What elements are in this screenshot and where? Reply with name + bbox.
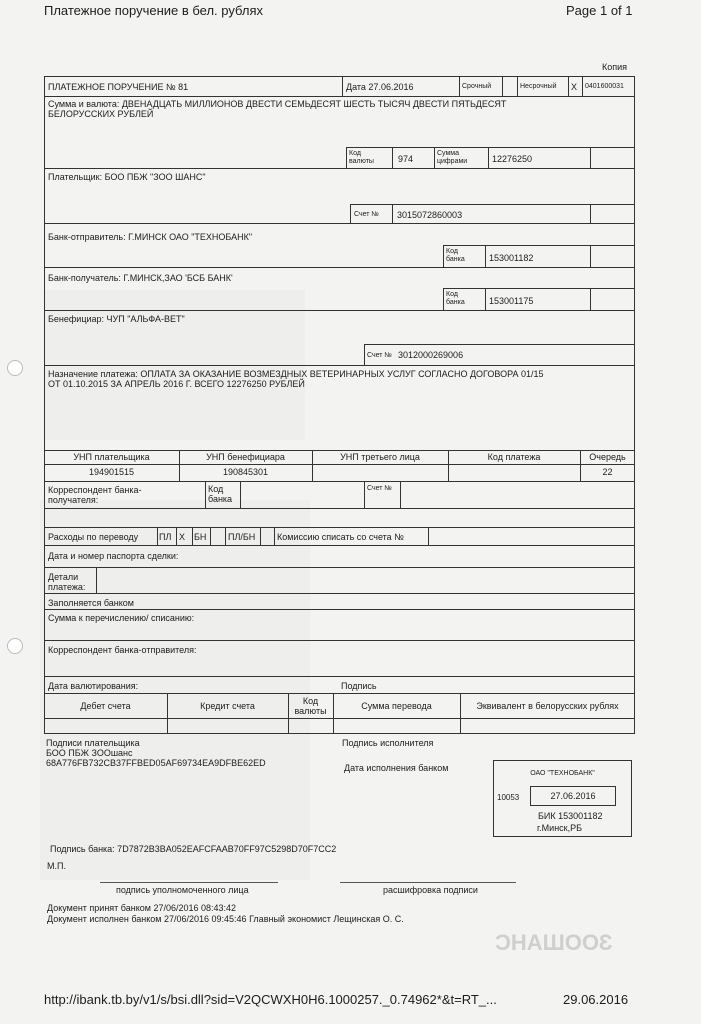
non-urgent-mark: X — [571, 82, 578, 92]
unp-payer-label: УНП плательщика — [73, 452, 150, 462]
authorized-signature-label: подпись уполномоченного лица — [116, 885, 249, 895]
header-title: Платежное поручение в бел. рублях — [44, 3, 263, 18]
urgent-label: Срочный — [462, 83, 492, 90]
stamp-city: г.Минск,РБ — [537, 823, 583, 833]
expenses-selected-mark: X — [179, 532, 186, 542]
footer-url: http://ibank.tb.by/v1/s/bsi.dll?sid=V2QCWXH0H6.1000257._0.74962*&t=RT_... — [44, 992, 497, 1007]
beneficiary-account: 3012000269006 — [398, 350, 464, 360]
copy-label: Копия — [602, 62, 628, 72]
details-label: Детали платежа: — [48, 572, 86, 592]
payer-account-label: Счет № — [354, 211, 379, 218]
order-number: ПЛАТЕЖНОЕ ПОРУЧЕНИЕ № 81 — [48, 82, 189, 92]
form-code: 0401600031 — [585, 83, 624, 90]
payer-account: 3015072860003 — [397, 210, 463, 220]
payer-signatures: Подписи плательщика БОО ПБЖ ЗООшанс 68A776FB732CB37FFBED05AF69734EA9DFBE62ED — [46, 738, 266, 768]
payment-purpose: Назначение платежа: ОПЛАТА ЗА ОКАЗАНИЕ ВОЗМЕЗДНЫХ ВЕТЕРИНАРНЫХ УСЛУГ СОГЛАСНО ДОГОВОРА 01/15 ОТ 01.10.2015 ЗА АПРЕЛЬ 2016 Г. ВСЕГО 12276250 РУБЛЕЙ — [48, 369, 544, 389]
stamp-bik: БИК 153001182 — [538, 811, 603, 821]
sender-bank: Банк-отправитель: Г.МИНСК ОАО "ТЕХНОБАНК" — [48, 232, 253, 242]
beneficiary-account-label: Счет № — [367, 352, 392, 359]
execution-date-label: Дата исполнения банком — [344, 763, 449, 773]
filled-by-bank-label: Заполняется банком — [48, 598, 134, 608]
receiver-correspondent-bank-code-label: Код банка — [208, 484, 233, 504]
transfer-sum-label: Сумма перевода — [361, 701, 432, 711]
unp-payer: 194901515 — [88, 467, 135, 477]
payer: Плательщик: БОО ПБЖ "ЗОО ШАНС" — [48, 172, 206, 182]
accepted-info: Документ принят банком 27/06/2016 08:43:42 — [47, 903, 237, 913]
receiver-bank-code-label: Код банка — [446, 291, 465, 306]
receiver-correspondent-account-label: Счет № — [367, 485, 392, 492]
unp-third-party-label: УНП третьего лица — [340, 452, 420, 462]
unp-beneficiary-label: УНП бенефициара — [206, 452, 285, 462]
executor-signature-label: Подпись исполнителя — [342, 738, 434, 748]
commission-label: Комиссию списать со счета № — [277, 532, 404, 542]
sender-correspondent-label: Корреспондент банка-отправителя: — [48, 645, 197, 655]
expenses-label: Расходы по переводу — [48, 532, 139, 542]
receiver-bank: Банк-получатель: Г.МИНСК,ЗАО 'БСБ БАНК' — [48, 273, 233, 283]
expenses-shared-option: ПЛ/БН — [228, 532, 256, 542]
signature-decoding-label: расшифровка подписи — [383, 885, 478, 895]
signature-label: Подпись — [341, 681, 377, 691]
sum-digits: 12276250 — [492, 154, 533, 164]
receiver-correspondent-label: Корреспондент банка- получателя: — [48, 485, 142, 505]
passport-label: Дата и номер паспорта сделки: — [48, 551, 179, 561]
sum-digits-label: Сумма цифрами — [437, 150, 468, 165]
order-date: Дата 27.06.2016 — [346, 82, 414, 92]
expenses-beneficiary-option: БН — [194, 532, 207, 542]
payment-code-label: Код платежа — [487, 452, 541, 462]
punch-hole — [7, 638, 23, 654]
sum-transfer-label: Сумма к перечислению/ списанию: — [48, 613, 195, 623]
equivalent-label: Эквивалент в белорусских рублях — [476, 701, 619, 711]
receiver-bank-code: 153001175 — [489, 296, 534, 306]
sender-bank-code-label: Код банка — [446, 248, 465, 263]
currency-code: 974 — [398, 154, 414, 164]
expenses-payer-option: ПЛ — [159, 532, 172, 542]
queue-value: 22 — [602, 467, 613, 477]
credit-label: Кредит счета — [200, 701, 255, 711]
currency-code-label: Код валюты — [349, 150, 374, 165]
debit-label: Дебет счета — [80, 701, 131, 711]
header-page: Page 1 of 1 — [566, 3, 633, 18]
show-through-logo: ЗООШАНС — [495, 930, 613, 955]
currency-code-col-label: Код валюты — [294, 696, 327, 716]
unp-beneficiary: 190845301 — [222, 467, 269, 477]
bank-signature: Подпись банка: 7D7872B3BA052EAFCFAAB70FF97C5298D70F7CC2 — [50, 844, 337, 854]
beneficiary: Бенефициар: ЧУП "АЛЬФА-ВЕТ" — [48, 314, 185, 324]
seal-place: М.П. — [47, 861, 66, 871]
executed-info: Документ исполнен банком 27/06/2016 09:45:46 Главный экономист Лещинская О. С. — [47, 914, 404, 924]
sender-bank-code: 153001182 — [489, 253, 534, 263]
stamp-number: 10053 — [497, 793, 520, 802]
queue-label: Очередь — [589, 452, 626, 462]
stamp-date: 27.06.2016 — [550, 791, 596, 801]
amount-words: Сумма и валюта: ДВЕНАДЦАТЬ МИЛЛИОНОВ ДВЕСТИ СЕМЬДЕСЯТ ШЕСТЬ ТЫСЯЧ ДВЕСТИ ПЯТЬДЕСЯТ БЕЛОРУССКИХ РУБЛЕЙ — [48, 99, 507, 119]
stamp-bank-name: ОАО "ТЕХНОБАНК" — [530, 770, 595, 777]
value-date-label: Дата валютирования: — [48, 681, 139, 691]
footer-date: 29.06.2016 — [563, 992, 629, 1007]
non-urgent-label: Несрочный — [520, 83, 557, 90]
punch-hole — [7, 360, 23, 376]
